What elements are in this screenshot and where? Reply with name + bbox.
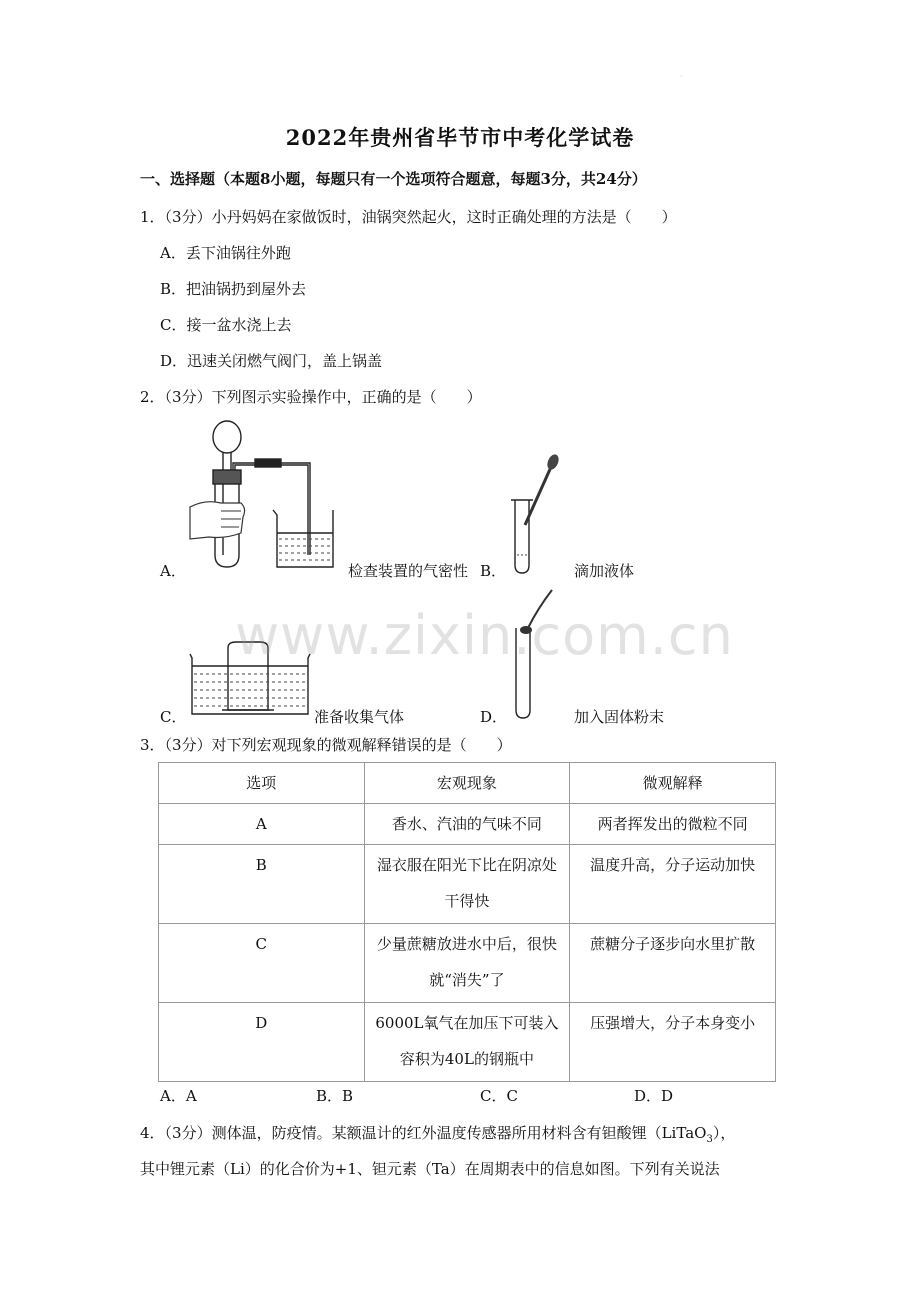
table-row bbox=[159, 804, 776, 845]
table-header-row bbox=[159, 763, 776, 804]
figure-d-caption: 加入固体粉末 bbox=[574, 708, 665, 726]
figure-c-label: C． bbox=[160, 708, 187, 726]
table-cell-macro-line: 干得快 bbox=[444, 892, 490, 910]
question-3-answer-a: A．A bbox=[160, 1087, 197, 1105]
question-3-stem: 3．（3分）对下列宏观现象的微观解释错误的是（ ） bbox=[140, 736, 512, 754]
airtightness-check-figure bbox=[185, 415, 345, 570]
table-row bbox=[159, 924, 776, 1003]
table-header-cell: 选项 bbox=[159, 763, 365, 804]
table-cell-macro bbox=[364, 1003, 570, 1082]
question-3-answer-b: B．B bbox=[316, 1087, 354, 1105]
question-4-text: ）， bbox=[712, 1124, 736, 1142]
question-4-text: 4．（3分）测体温，防疫情。某额温计的红外温度传感器所用材料含有钽酸锂（LiTaO bbox=[140, 1124, 707, 1142]
table-header-cell: 宏观现象 bbox=[364, 763, 570, 804]
explanation-table bbox=[158, 762, 776, 1082]
table-cell-macro-line: 就“消失”了 bbox=[429, 971, 505, 989]
figure-c-caption: 准备收集气体 bbox=[314, 708, 405, 726]
subscript: 3 bbox=[706, 1134, 713, 1145]
table-cell-macro-line: 少量蔗糖放进水中后，很快 bbox=[376, 935, 557, 953]
table-cell-micro: 两者挥发出的微粒不同 bbox=[570, 804, 776, 845]
question-1-option-a: A．丢下油锅往外跑 bbox=[160, 244, 291, 262]
exam-title: 2022年贵州省毕节市中考化学试卷 bbox=[285, 125, 635, 150]
scan-dot: · bbox=[680, 72, 683, 81]
watermark: www.zixin.com.cn bbox=[235, 604, 734, 667]
question-1-option-b: B．把油锅扔到屋外去 bbox=[160, 280, 307, 298]
question-3-answer-c: C．C bbox=[480, 1087, 518, 1105]
question-2-stem: 2．（3分）下列图示实验操作中，正确的是（ ） bbox=[140, 388, 482, 406]
question-3-answer-d: D．D bbox=[634, 1087, 674, 1105]
table-cell-micro: 温度升高，分子运动加快 bbox=[570, 845, 776, 924]
section-heading: 一、选择题（本题8小题，每题只有一个选项符合题意，每题3分，共24分） bbox=[140, 170, 647, 188]
table-cell-macro bbox=[364, 845, 570, 924]
table-header-cell: 微观解释 bbox=[570, 763, 776, 804]
figure-a-label: A． bbox=[160, 562, 186, 580]
table-cell-option: C bbox=[159, 924, 365, 1003]
table-cell-macro-line: 湿衣服在阳光下比在阴凉处 bbox=[376, 856, 557, 874]
dropping-liquid-figure bbox=[505, 455, 575, 575]
table-cell-micro: 压强增大，分子本身变小 bbox=[570, 1003, 776, 1082]
table-cell-macro-line: 容积为40L的钢瓶中 bbox=[399, 1050, 534, 1068]
question-1-option-c: C．接一盆水浇上去 bbox=[160, 316, 292, 334]
table-cell-option: A bbox=[159, 804, 365, 845]
figure-d-label: D． bbox=[480, 708, 508, 726]
table-row bbox=[159, 1003, 776, 1082]
table-cell-macro bbox=[364, 924, 570, 1003]
table-cell-macro: 香水、汽油的气味不同 bbox=[364, 804, 570, 845]
table-cell-option: D bbox=[159, 1003, 365, 1082]
table-row bbox=[159, 845, 776, 924]
figure-a-caption: 检查装置的气密性 bbox=[348, 562, 469, 580]
question-1-option-d: D．迅速关闭燃气阀门，盖上锅盖 bbox=[160, 352, 383, 370]
figure-b-caption: 滴加液体 bbox=[574, 562, 635, 580]
table-cell-micro: 蔗糖分子逐步向水里扩散 bbox=[570, 924, 776, 1003]
question-4-line-1 bbox=[140, 1122, 735, 1145]
question-1-stem: 1．（3分）小丹妈妈在家做饭时，油锅突然起火，这时正确处理的方法是（ ） bbox=[140, 208, 677, 226]
figure-b-label: B． bbox=[480, 562, 507, 580]
table-cell-macro-line: 6000L氧气在加压下可装入 bbox=[375, 1014, 559, 1032]
table-cell-option: B bbox=[159, 845, 365, 924]
question-4-line-2: 其中锂元素（Li）的化合价为+1、钽元素（Ta）在周期表中的信息如图。下列有关说法 bbox=[140, 1160, 720, 1178]
